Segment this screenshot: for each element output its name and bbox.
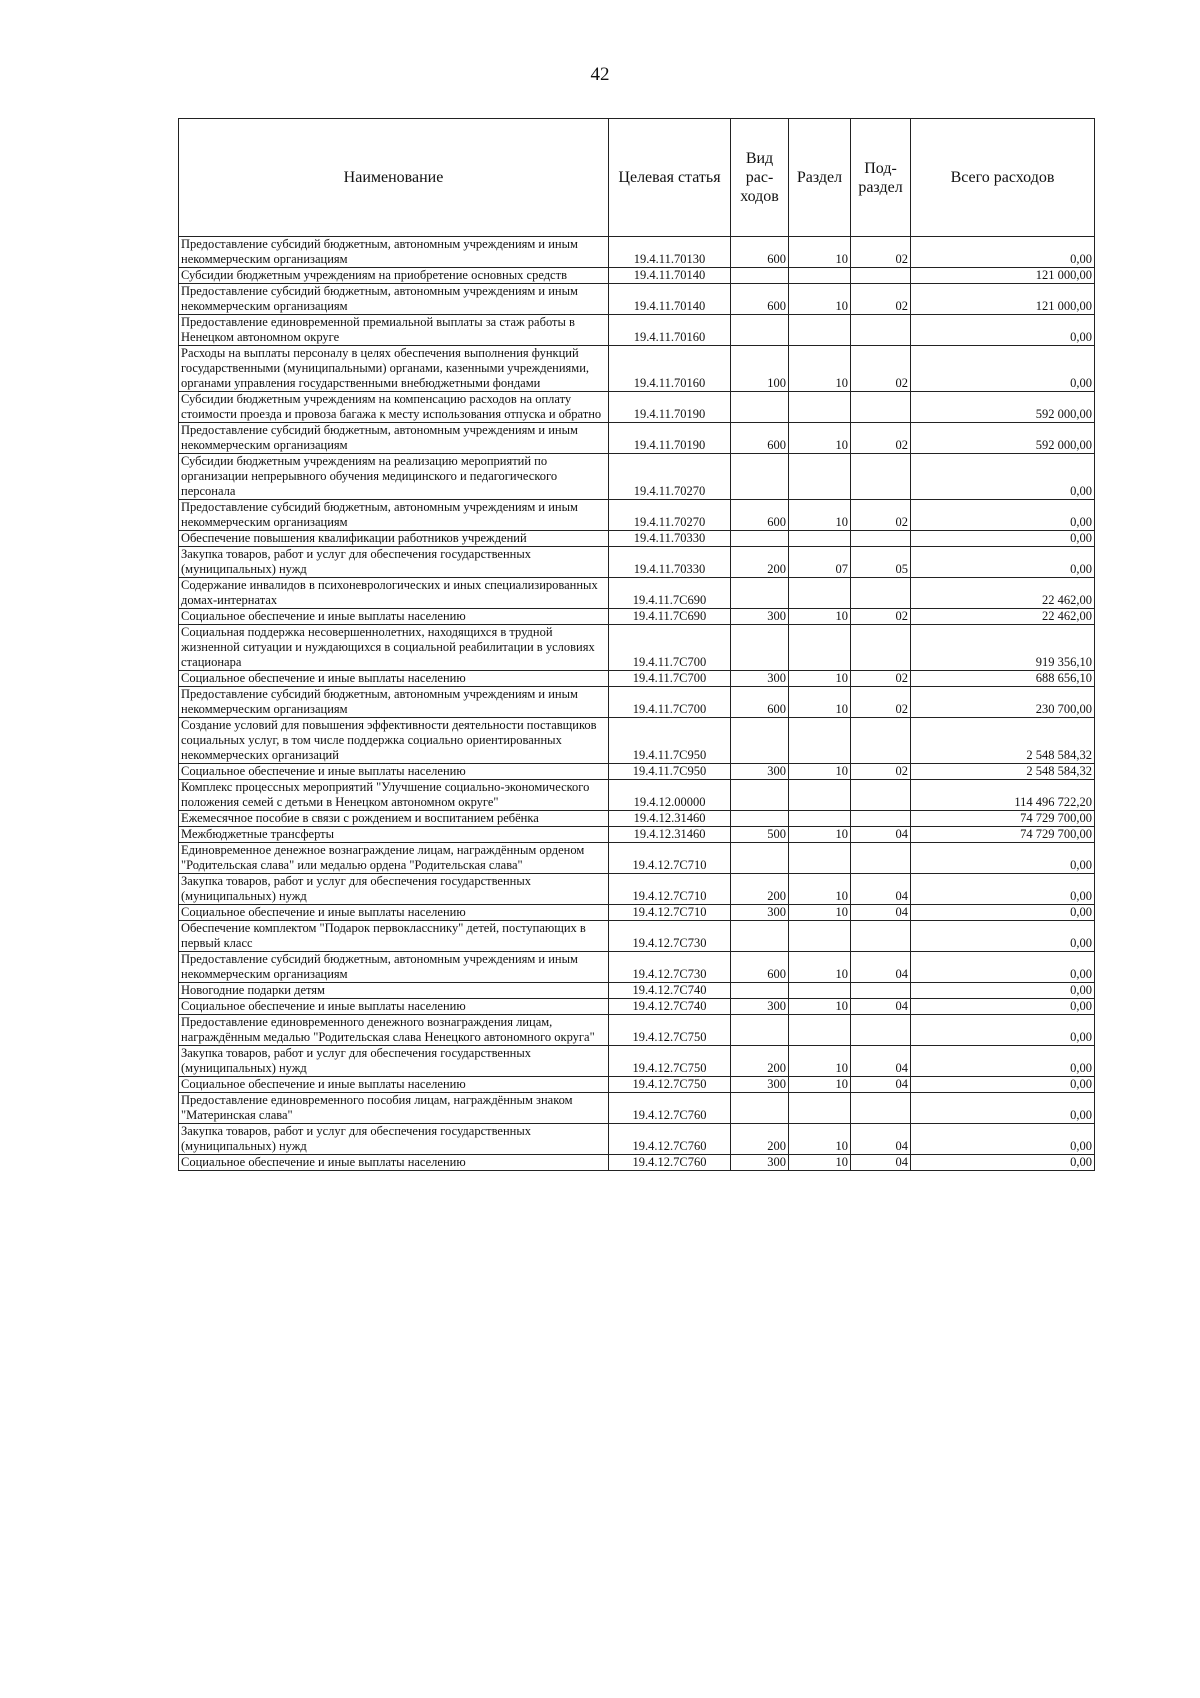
cell-article: 19.4.11.7С690 <box>609 609 731 625</box>
cell-subsection <box>851 531 911 547</box>
cell-article: 19.4.11.70190 <box>609 423 731 454</box>
budget-table <box>178 118 1095 1171</box>
cell-name: Межбюджетные трансферты <box>179 827 609 843</box>
cell-subsection: 02 <box>851 346 911 392</box>
cell-article: 19.4.12.31460 <box>609 827 731 843</box>
table-row <box>179 687 1095 718</box>
table-row <box>179 780 1095 811</box>
cell-total: 0,00 <box>911 315 1095 346</box>
cell-total: 0,00 <box>911 921 1095 952</box>
table-row <box>179 921 1095 952</box>
cell-subsection <box>851 983 911 999</box>
cell-article: 19.4.11.70160 <box>609 346 731 392</box>
cell-subsection <box>851 1015 911 1046</box>
cell-article: 19.4.12.7С710 <box>609 905 731 921</box>
cell-total: 0,00 <box>911 905 1095 921</box>
cell-article: 19.4.11.70140 <box>609 268 731 284</box>
cell-subsection <box>851 843 911 874</box>
cell-total: 0,00 <box>911 999 1095 1015</box>
cell-section: 10 <box>789 1077 851 1093</box>
table-row <box>179 999 1095 1015</box>
cell-article: 19.4.11.7С700 <box>609 687 731 718</box>
table-row <box>179 625 1095 671</box>
cell-total: 0,00 <box>911 1093 1095 1124</box>
table-row <box>179 284 1095 315</box>
cell-name: Социальное обеспечение и иные выплаты населению <box>179 764 609 780</box>
cell-section <box>789 1093 851 1124</box>
cell-section: 10 <box>789 905 851 921</box>
cell-total: 0,00 <box>911 952 1095 983</box>
cell-total: 2 548 584,32 <box>911 764 1095 780</box>
cell-subsection <box>851 1093 911 1124</box>
cell-subsection: 04 <box>851 827 911 843</box>
cell-name: Закупка товаров, работ и услуг для обеспечения государственных (муниципальных) нужд <box>179 1124 609 1155</box>
header-article: Целевая статья <box>609 119 731 237</box>
cell-article: 19.4.12.7С750 <box>609 1046 731 1077</box>
cell-total: 0,00 <box>911 1046 1095 1077</box>
cell-subsection: 04 <box>851 952 911 983</box>
cell-section: 10 <box>789 237 851 268</box>
cell-section: 10 <box>789 671 851 687</box>
cell-subsection <box>851 578 911 609</box>
cell-subsection <box>851 921 911 952</box>
cell-name: Предоставление единовременного пособия лицам, награждённым знаком "Материнская слава" <box>179 1093 609 1124</box>
table-row <box>179 718 1095 764</box>
cell-name: Новогодние подарки детям <box>179 983 609 999</box>
table-row <box>179 1046 1095 1077</box>
cell-article: 19.4.11.70140 <box>609 284 731 315</box>
cell-article: 19.4.11.7С950 <box>609 764 731 780</box>
cell-subsection: 04 <box>851 999 911 1015</box>
cell-article: 19.4.11.70190 <box>609 392 731 423</box>
cell-section: 10 <box>789 827 851 843</box>
cell-total: 0,00 <box>911 843 1095 874</box>
cell-section: 10 <box>789 1124 851 1155</box>
cell-name: Обеспечение повышения квалификации работников учреждений <box>179 531 609 547</box>
cell-expense-type <box>731 983 789 999</box>
cell-article: 19.4.11.7С950 <box>609 718 731 764</box>
cell-subsection: 04 <box>851 1046 911 1077</box>
cell-article: 19.4.12.31460 <box>609 811 731 827</box>
table-row <box>179 1124 1095 1155</box>
header-total: Всего расходов <box>911 119 1095 237</box>
cell-expense-type: 300 <box>731 999 789 1015</box>
cell-article: 19.4.12.00000 <box>609 780 731 811</box>
cell-expense-type <box>731 454 789 500</box>
cell-section: 10 <box>789 1046 851 1077</box>
cell-expense-type: 200 <box>731 547 789 578</box>
table-row <box>179 983 1095 999</box>
table-body <box>179 237 1095 1171</box>
cell-section: 10 <box>789 609 851 625</box>
cell-total: 688 656,10 <box>911 671 1095 687</box>
cell-name: Предоставление единовременного денежного вознаграждения лицам, награждённым медалью "Родительская слава Ненецкого автономного округа" <box>179 1015 609 1046</box>
cell-expense-type <box>731 718 789 764</box>
cell-article: 19.4.12.7С760 <box>609 1124 731 1155</box>
cell-expense-type <box>731 315 789 346</box>
cell-section <box>789 625 851 671</box>
cell-article: 19.4.12.7С750 <box>609 1077 731 1093</box>
cell-subsection: 02 <box>851 423 911 454</box>
cell-name: Социальное обеспечение и иные выплаты населению <box>179 1077 609 1093</box>
cell-article: 19.4.12.7С760 <box>609 1093 731 1124</box>
cell-section: 07 <box>789 547 851 578</box>
cell-total: 74 729 700,00 <box>911 811 1095 827</box>
cell-subsection <box>851 718 911 764</box>
cell-expense-type: 600 <box>731 237 789 268</box>
cell-total: 0,00 <box>911 454 1095 500</box>
cell-name: Содержание инвалидов в психоневрологических и иных специализированных домах-интернатах <box>179 578 609 609</box>
cell-subsection <box>851 811 911 827</box>
cell-name: Предоставление субсидий бюджетным, автономным учреждениям и иным некоммерческим организациям <box>179 952 609 983</box>
cell-article: 19.4.12.7С740 <box>609 983 731 999</box>
table-row <box>179 609 1095 625</box>
cell-article: 19.4.12.7С740 <box>609 999 731 1015</box>
cell-expense-type: 300 <box>731 905 789 921</box>
cell-total: 22 462,00 <box>911 609 1095 625</box>
cell-total: 919 356,10 <box>911 625 1095 671</box>
table-row <box>179 764 1095 780</box>
cell-section: 10 <box>789 952 851 983</box>
cell-total: 0,00 <box>911 874 1095 905</box>
cell-expense-type <box>731 843 789 874</box>
cell-article: 19.4.11.70270 <box>609 454 731 500</box>
cell-section <box>789 780 851 811</box>
table-row <box>179 423 1095 454</box>
cell-name: Закупка товаров, работ и услуг для обеспечения государственных (муниципальных) нужд <box>179 547 609 578</box>
cell-name: Предоставление субсидий бюджетным, автономным учреждениям и иным некоммерческим организациям <box>179 284 609 315</box>
cell-expense-type <box>731 1093 789 1124</box>
cell-expense-type: 600 <box>731 423 789 454</box>
cell-expense-type: 600 <box>731 687 789 718</box>
table-row <box>179 500 1095 531</box>
cell-total: 121 000,00 <box>911 284 1095 315</box>
cell-name: Социальная поддержка несовершеннолетних, находящихся в трудной жизненной ситуации и нуждающихся в социальной реабилитации в условиях стационара <box>179 625 609 671</box>
cell-article: 19.4.12.7С710 <box>609 874 731 905</box>
cell-article: 19.4.12.7С730 <box>609 921 731 952</box>
cell-article: 19.4.11.70330 <box>609 531 731 547</box>
cell-section <box>789 921 851 952</box>
cell-name: Предоставление субсидий бюджетным, автономным учреждениям и иным некоммерческим организациям <box>179 237 609 268</box>
table-row <box>179 843 1095 874</box>
table-row <box>179 1093 1095 1124</box>
header-section: Раздел <box>789 119 851 237</box>
cell-article: 19.4.12.7С710 <box>609 843 731 874</box>
cell-subsection: 04 <box>851 874 911 905</box>
cell-subsection <box>851 392 911 423</box>
cell-expense-type <box>731 531 789 547</box>
cell-subsection: 02 <box>851 764 911 780</box>
cell-subsection: 04 <box>851 1155 911 1171</box>
table-row <box>179 237 1095 268</box>
header-expense-type-text: Вид рас-ходов <box>740 150 779 205</box>
cell-name: Закупка товаров, работ и услуг для обеспечения государственных (муниципальных) нужд <box>179 874 609 905</box>
table-row <box>179 531 1095 547</box>
table-row <box>179 952 1095 983</box>
table-row <box>179 547 1095 578</box>
cell-expense-type <box>731 1015 789 1046</box>
cell-name: Субсидии бюджетным учреждениям на компенсацию расходов на оплату стоимости проезда и провоза багажа к месту использования отпуска и обратно <box>179 392 609 423</box>
cell-expense-type <box>731 392 789 423</box>
cell-total: 230 700,00 <box>911 687 1095 718</box>
cell-section <box>789 315 851 346</box>
cell-name: Предоставление субсидий бюджетным, автономным учреждениям и иным некоммерческим организациям <box>179 423 609 454</box>
cell-article: 19.4.11.70130 <box>609 237 731 268</box>
cell-subsection: 02 <box>851 687 911 718</box>
cell-section <box>789 1015 851 1046</box>
cell-name: Предоставление субсидий бюджетным, автономным учреждениям и иным некоммерческим организациям <box>179 687 609 718</box>
cell-section <box>789 268 851 284</box>
cell-total: 592 000,00 <box>911 423 1095 454</box>
table-row <box>179 827 1095 843</box>
cell-name: Обеспечение комплектом "Подарок первокласснику" детей, поступающих в первый класс <box>179 921 609 952</box>
cell-total: 0,00 <box>911 500 1095 531</box>
cell-article: 19.4.11.7С700 <box>609 671 731 687</box>
table-row <box>179 1155 1095 1171</box>
cell-expense-type <box>731 811 789 827</box>
cell-expense-type: 100 <box>731 346 789 392</box>
cell-section <box>789 578 851 609</box>
cell-name: Субсидии бюджетным учреждениям на реализацию мероприятий по организации непрерывного обучения медицинского и педагогического персонала <box>179 454 609 500</box>
cell-name: Единовременное денежное вознаграждение лицам, награждённым орденом "Родительская слава" или медалью ордена "Родительская слава" <box>179 843 609 874</box>
cell-name: Создание условий для повышения эффективности деятельности поставщиков социальных услуг, в том числе поддержка социально ориентированных некоммерческих организаций <box>179 718 609 764</box>
cell-name: Субсидии бюджетным учреждениям на приобретение основных средств <box>179 268 609 284</box>
cell-section <box>789 718 851 764</box>
cell-subsection: 04 <box>851 1124 911 1155</box>
cell-expense-type: 300 <box>731 1155 789 1171</box>
cell-section <box>789 454 851 500</box>
cell-article: 19.4.11.7С690 <box>609 578 731 609</box>
cell-article: 19.4.12.7С750 <box>609 1015 731 1046</box>
cell-subsection <box>851 315 911 346</box>
cell-subsection <box>851 780 911 811</box>
cell-article: 19.4.12.7С730 <box>609 952 731 983</box>
cell-name: Социальное обеспечение и иные выплаты населению <box>179 999 609 1015</box>
table-row <box>179 671 1095 687</box>
cell-expense-type: 300 <box>731 764 789 780</box>
cell-total: 0,00 <box>911 1015 1095 1046</box>
table-row <box>179 578 1095 609</box>
cell-expense-type: 600 <box>731 952 789 983</box>
cell-section: 10 <box>789 874 851 905</box>
cell-expense-type: 300 <box>731 1077 789 1093</box>
cell-expense-type: 500 <box>731 827 789 843</box>
page-number: 42 <box>590 64 610 85</box>
cell-section <box>789 983 851 999</box>
cell-total: 0,00 <box>911 983 1095 999</box>
table-row <box>179 874 1095 905</box>
cell-section: 10 <box>789 1155 851 1171</box>
cell-name: Комплекс процессных мероприятий "Улучшение социально-экономического положения семей с детьми в Ненецком автономном округе" <box>179 780 609 811</box>
cell-expense-type: 200 <box>731 1046 789 1077</box>
cell-name: Ежемесячное пособие в связи с рождением и воспитанием ребёнка <box>179 811 609 827</box>
cell-name: Социальное обеспечение и иные выплаты населению <box>179 1155 609 1171</box>
cell-total: 121 000,00 <box>911 268 1095 284</box>
cell-expense-type <box>731 268 789 284</box>
header-subsection <box>851 119 911 237</box>
cell-name: Закупка товаров, работ и услуг для обеспечения государственных (муниципальных) нужд <box>179 1046 609 1077</box>
cell-total: 0,00 <box>911 1077 1095 1093</box>
cell-total: 0,00 <box>911 1124 1095 1155</box>
cell-total: 2 548 584,32 <box>911 718 1095 764</box>
cell-section: 10 <box>789 284 851 315</box>
cell-name: Предоставление субсидий бюджетным, автономным учреждениям и иным некоммерческим организациям <box>179 500 609 531</box>
cell-subsection <box>851 454 911 500</box>
cell-section <box>789 392 851 423</box>
cell-subsection: 02 <box>851 284 911 315</box>
cell-total: 74 729 700,00 <box>911 827 1095 843</box>
cell-expense-type: 300 <box>731 609 789 625</box>
cell-section: 10 <box>789 764 851 780</box>
cell-expense-type: 200 <box>731 1124 789 1155</box>
cell-expense-type: 300 <box>731 671 789 687</box>
cell-article: 19.4.11.7С700 <box>609 625 731 671</box>
cell-name: Социальное обеспечение и иные выплаты населению <box>179 671 609 687</box>
cell-subsection: 02 <box>851 671 911 687</box>
cell-subsection: 04 <box>851 1077 911 1093</box>
cell-article: 19.4.11.70270 <box>609 500 731 531</box>
cell-subsection: 05 <box>851 547 911 578</box>
cell-expense-type: 600 <box>731 500 789 531</box>
cell-name: Социальное обеспечение и иные выплаты населению <box>179 609 609 625</box>
table-row <box>179 454 1095 500</box>
table-row <box>179 1015 1095 1046</box>
cell-article: 19.4.11.70160 <box>609 315 731 346</box>
cell-expense-type <box>731 921 789 952</box>
cell-section: 10 <box>789 346 851 392</box>
cell-total: 0,00 <box>911 531 1095 547</box>
cell-section: 10 <box>789 423 851 454</box>
cell-total: 0,00 <box>911 237 1095 268</box>
cell-total: 0,00 <box>911 547 1095 578</box>
table-row <box>179 392 1095 423</box>
cell-subsection <box>851 268 911 284</box>
table-row <box>179 905 1095 921</box>
cell-subsection: 02 <box>851 609 911 625</box>
cell-total: 0,00 <box>911 1155 1095 1171</box>
cell-total: 0,00 <box>911 346 1095 392</box>
cell-section: 10 <box>789 999 851 1015</box>
header-subsection-text: Под-раздел <box>858 159 903 196</box>
cell-expense-type: 200 <box>731 874 789 905</box>
table-row <box>179 315 1095 346</box>
cell-subsection <box>851 625 911 671</box>
cell-name: Предоставление единовременной премиальной выплаты за стаж работы в Ненецком автономном округе <box>179 315 609 346</box>
cell-expense-type <box>731 578 789 609</box>
cell-article: 19.4.12.7С760 <box>609 1155 731 1171</box>
cell-article: 19.4.11.70330 <box>609 547 731 578</box>
cell-total: 22 462,00 <box>911 578 1095 609</box>
cell-expense-type <box>731 625 789 671</box>
cell-section <box>789 811 851 827</box>
cell-subsection: 02 <box>851 500 911 531</box>
table-row <box>179 268 1095 284</box>
table-header-row <box>179 119 1095 237</box>
cell-subsection: 04 <box>851 905 911 921</box>
cell-section <box>789 843 851 874</box>
table-row <box>179 1077 1095 1093</box>
cell-expense-type: 600 <box>731 284 789 315</box>
header-name: Наименование <box>179 119 609 237</box>
cell-subsection: 02 <box>851 237 911 268</box>
cell-name: Социальное обеспечение и иные выплаты населению <box>179 905 609 921</box>
header-expense-type <box>731 119 789 237</box>
cell-section <box>789 531 851 547</box>
table-row <box>179 346 1095 392</box>
cell-total: 592 000,00 <box>911 392 1095 423</box>
table-row <box>179 811 1095 827</box>
cell-name: Расходы на выплаты персоналу в целях обеспечения выполнения функций государственными (муниципальными) органами, казенными учреждениями, органами управления государственными внебюджетными фондами <box>179 346 609 392</box>
cell-section: 10 <box>789 500 851 531</box>
cell-expense-type <box>731 780 789 811</box>
cell-section: 10 <box>789 687 851 718</box>
cell-total: 114 496 722,20 <box>911 780 1095 811</box>
